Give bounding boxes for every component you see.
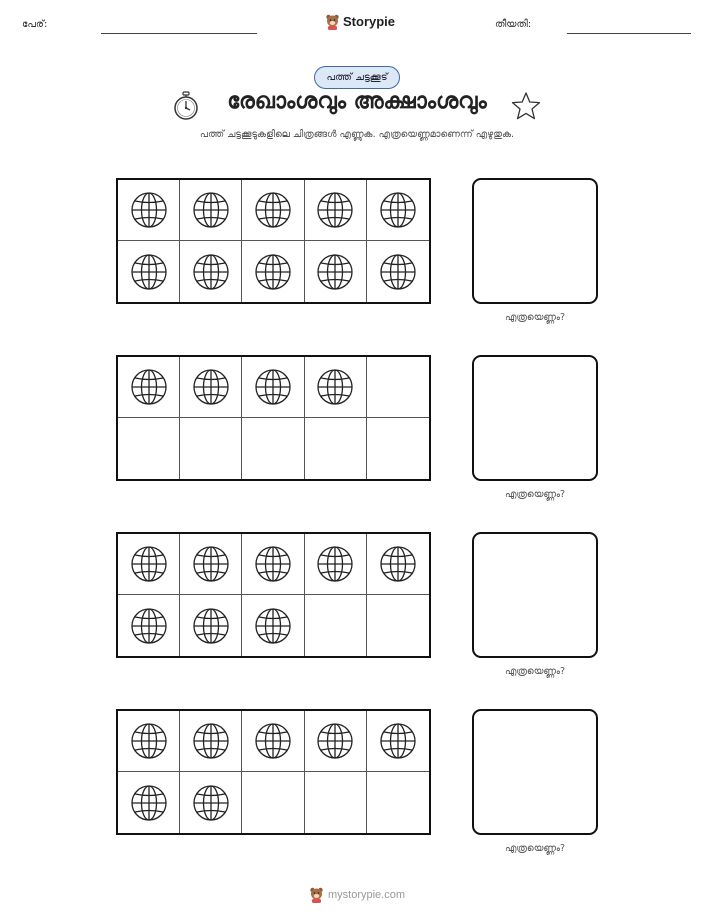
frame-cell	[305, 180, 367, 241]
globe-icon	[316, 722, 354, 760]
frame-cell	[242, 241, 304, 302]
globe-icon	[130, 368, 168, 406]
frame-cell	[180, 418, 242, 479]
frame-cell	[305, 241, 367, 302]
ten-frame-2	[116, 355, 431, 481]
ten-frame-1	[116, 178, 431, 304]
globe-icon	[130, 253, 168, 291]
globe-icon	[192, 253, 230, 291]
frame-cell	[118, 357, 180, 418]
frame-cell	[242, 357, 304, 418]
globe-icon	[254, 191, 292, 229]
globe-icon	[316, 368, 354, 406]
answer-prompt-4: എത്രയെണ്ണം?	[504, 843, 566, 854]
frame-cell	[118, 418, 180, 479]
frame-cell	[242, 180, 304, 241]
globe-icon	[379, 545, 417, 583]
bear-mascot-icon	[309, 886, 324, 903]
frame-cell	[180, 772, 242, 833]
date-line[interactable]	[567, 33, 691, 34]
globe-icon	[254, 545, 292, 583]
frame-cell	[180, 357, 242, 418]
instructions: പത്ത് ചട്ടക്കൂടുകളിലെ ചിത്രങ്ങൾ എണ്ണുക. എത്രയെണ്ണമാണെന്ന് എഴുതുക.	[199, 129, 515, 140]
worksheet-title: രേഖാംശവും അക്ഷാംശവും	[227, 89, 487, 114]
star-icon	[511, 91, 541, 121]
frame-cell	[118, 241, 180, 302]
footer-site[interactable]: mystorypie.com	[327, 888, 406, 901]
name-line[interactable]	[101, 33, 257, 34]
globe-icon	[316, 191, 354, 229]
frame-cell	[367, 534, 429, 595]
frame-cell	[242, 418, 304, 479]
globe-icon	[254, 368, 292, 406]
globe-icon	[254, 253, 292, 291]
bear-mascot-icon	[325, 13, 340, 30]
globe-icon	[316, 253, 354, 291]
globe-icon	[192, 545, 230, 583]
name-label: പേര്:	[22, 19, 48, 30]
globe-icon	[192, 784, 230, 822]
worksheet-type-badge: പത്ത് ചട്ടക്കൂട്	[314, 66, 400, 89]
frame-cell	[242, 534, 304, 595]
frame-cell	[242, 595, 304, 656]
globe-icon	[379, 191, 417, 229]
frame-cell	[305, 595, 367, 656]
globe-icon	[192, 368, 230, 406]
frame-cell	[367, 241, 429, 302]
frame-cell	[367, 180, 429, 241]
globe-icon	[379, 253, 417, 291]
globe-icon	[130, 784, 168, 822]
globe-icon	[130, 607, 168, 645]
frame-cell	[180, 711, 242, 772]
answer-box-2[interactable]	[472, 355, 598, 481]
frame-cell	[180, 595, 242, 656]
globe-icon	[192, 191, 230, 229]
answer-box-3[interactable]	[472, 532, 598, 658]
frame-cell	[367, 595, 429, 656]
frame-cell	[367, 772, 429, 833]
globe-icon	[316, 545, 354, 583]
answer-prompt-1: എത്രയെണ്ണം?	[504, 312, 566, 323]
footer	[0, 886, 714, 903]
frame-cell	[305, 534, 367, 595]
ten-frame-4	[116, 709, 431, 835]
brand-name: Storypie	[343, 14, 396, 29]
frame-cell	[118, 180, 180, 241]
frame-cell	[242, 711, 304, 772]
frame-cell	[367, 711, 429, 772]
date-label: തീയതി:	[495, 19, 532, 30]
brand-logo	[325, 13, 395, 30]
frame-cell	[180, 180, 242, 241]
globe-icon	[130, 191, 168, 229]
frame-cell	[118, 595, 180, 656]
frame-cell	[305, 418, 367, 479]
globe-icon	[192, 722, 230, 760]
globe-icon	[254, 722, 292, 760]
frame-cell	[118, 534, 180, 595]
frame-cell	[180, 534, 242, 595]
answer-prompt-2: എത്രയെണ്ണം?	[504, 489, 566, 500]
globe-icon	[130, 545, 168, 583]
frame-cell	[367, 357, 429, 418]
frame-cell	[305, 357, 367, 418]
frame-cell	[305, 711, 367, 772]
frame-cell	[118, 772, 180, 833]
frame-cell	[180, 241, 242, 302]
frame-cell	[242, 772, 304, 833]
globe-icon	[130, 722, 168, 760]
frame-cell	[118, 711, 180, 772]
globe-icon	[379, 722, 417, 760]
globe-icon	[192, 607, 230, 645]
globe-icon	[254, 607, 292, 645]
frame-cell	[367, 418, 429, 479]
answer-box-1[interactable]	[472, 178, 598, 304]
frame-cell	[305, 772, 367, 833]
answer-box-4[interactable]	[472, 709, 598, 835]
ten-frame-3	[116, 532, 431, 658]
answer-prompt-3: എത്രയെണ്ണം?	[504, 666, 566, 677]
